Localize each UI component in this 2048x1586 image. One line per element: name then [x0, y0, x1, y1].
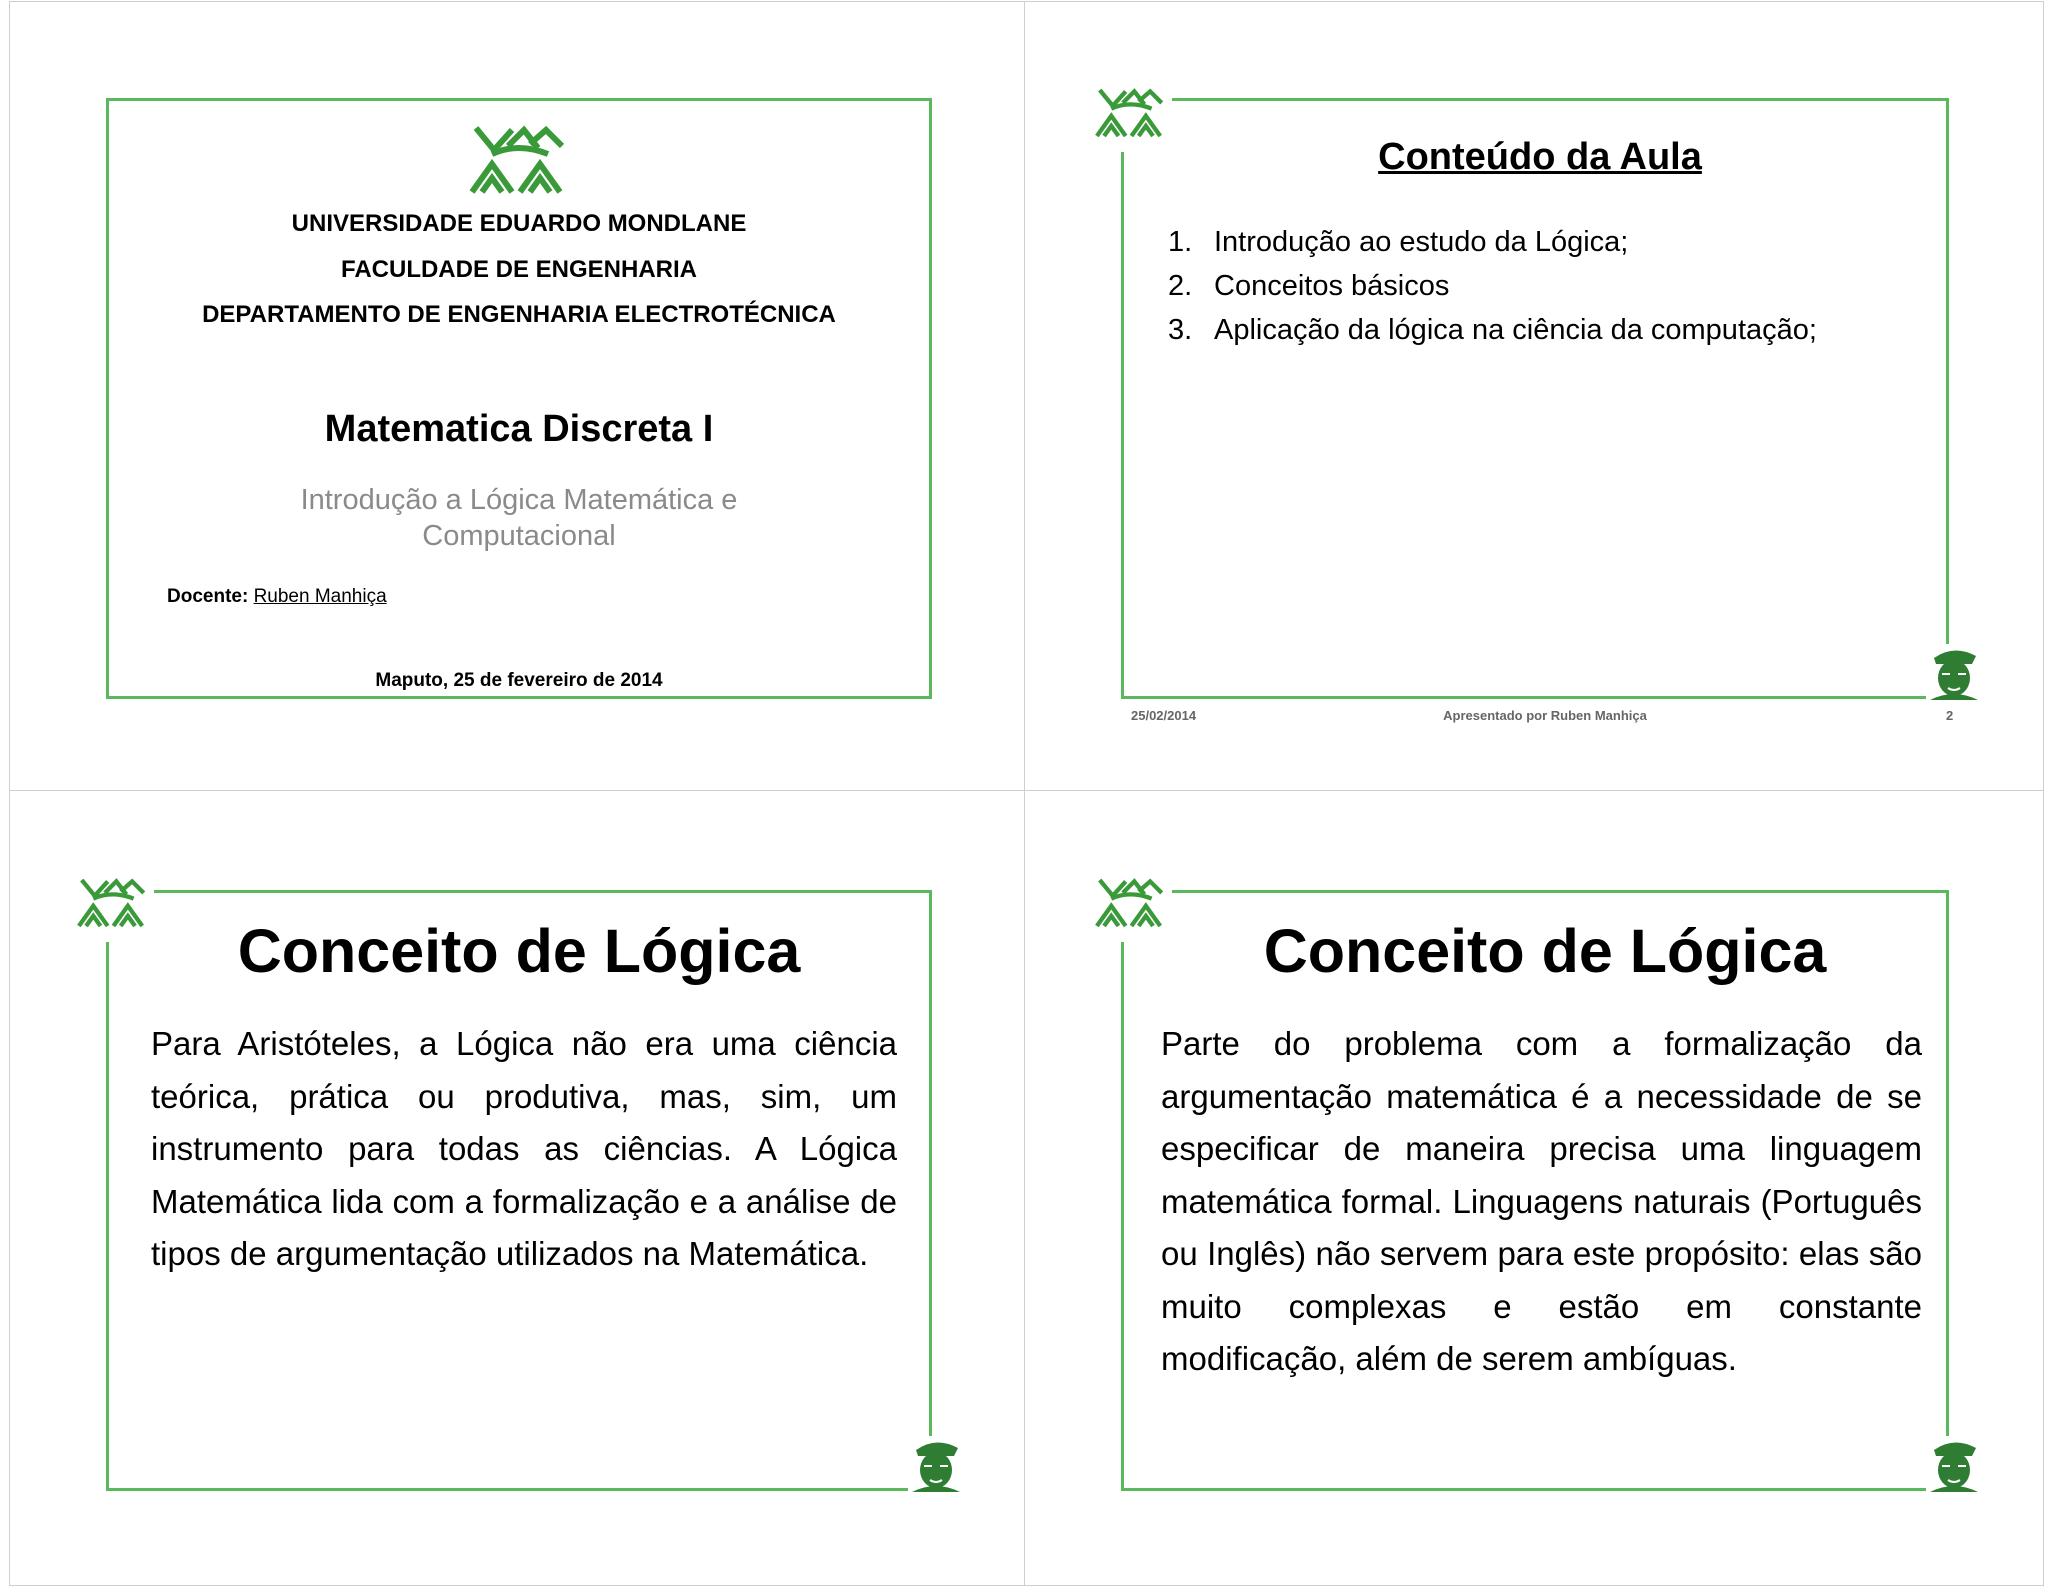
department-name: DEPARTAMENTO DE ENGENHARIA ELECTROTÉCNICA: [202, 301, 836, 328]
subtitle-line-2: Computacional: [422, 520, 616, 552]
footer-date: 25/02/2014: [1131, 708, 1197, 723]
vertical-divider: [1024, 1, 1025, 1586]
slide-paragraph: Para Aristóteles, a Lógica não era uma ciência teórica, prática ou produtiva, mas, sim, um instrumento para todas as ciências. A Lógica Matemática lida com a formalização e a análise de tipos de argumentação utilizados na Matemática.: [151, 1025, 897, 1272]
list-number: 3.: [1168, 314, 1193, 346]
slide-title: Conceito de Lógica: [1263, 917, 1827, 985]
footer-presenter: Apresentado por Ruben Manhiça: [1443, 708, 1647, 723]
content-list: [1168, 220, 1817, 352]
slide-title: Conceito de Lógica: [237, 917, 801, 985]
course-subtitle: [246, 482, 792, 554]
list-item: [1168, 264, 1817, 308]
slide-paragraph: Parte do problema com a formalização da argumentação matemática é a necessidade de se especificar de maneira precisa uma linguagem matemática formal. Linguagens naturais (Português ou Inglês) não servem para este propósito: elas são muito complexas e estão em constante modificação, além de serem ambíguas.: [1161, 1025, 1922, 1377]
mascot-face-icon: [908, 1436, 964, 1494]
list-item: [1168, 220, 1817, 264]
docente-name: Ruben Manhiça: [253, 586, 387, 607]
mascot-face-icon: [1926, 1436, 1982, 1494]
subtitle-line-1: Introdução a Lógica Matemática e: [300, 484, 738, 516]
docente-label: Docente:: [167, 586, 249, 607]
university-logo-icon: [468, 124, 568, 196]
list-number: 2.: [1168, 270, 1193, 302]
list-number: 1.: [1168, 226, 1193, 258]
mascot-face-icon: [1926, 644, 1982, 702]
place-date: Maputo, 25 de fevereiro de 2014: [375, 670, 663, 691]
footer-page-number: 2: [1946, 708, 1954, 723]
course-title: Matematica Discreta I: [324, 408, 714, 450]
list-text: Introdução ao estudo da Lógica;: [1214, 226, 1629, 258]
slide-2-frame: [1121, 98, 1949, 699]
list-item: [1168, 308, 1817, 352]
university-name: UNIVERSIDADE EDUARDO MONDLANE: [291, 210, 747, 237]
docente-line: [167, 586, 387, 608]
slide-title: Conteúdo da Aula: [1378, 136, 1702, 178]
list-text: Conceitos básicos: [1214, 270, 1450, 302]
faculty-name: FACULDADE DE ENGENHARIA: [340, 256, 697, 283]
list-text: Aplicação da lógica na ciência da computação;: [1214, 314, 1817, 346]
horizontal-divider: [9, 790, 2044, 791]
